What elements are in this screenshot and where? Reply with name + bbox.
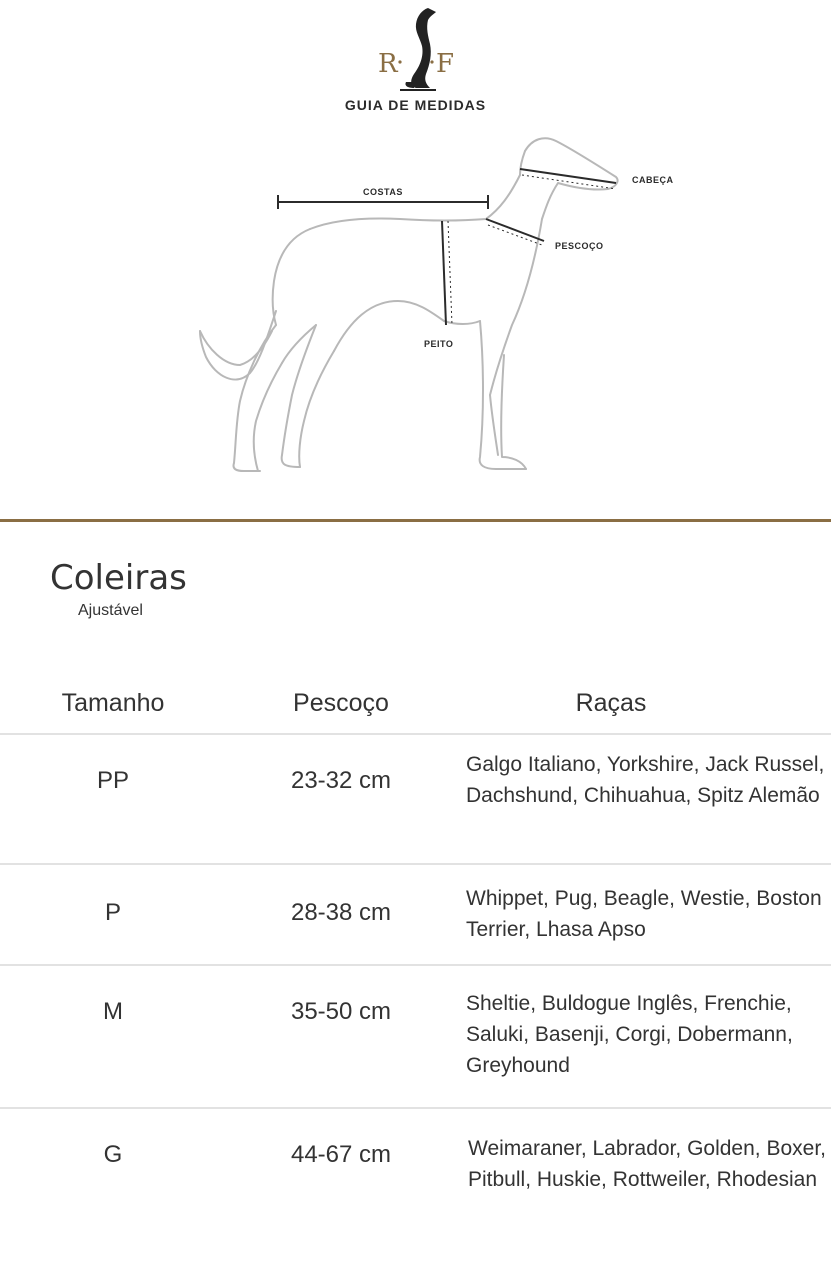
table-header <box>0 685 831 735</box>
greyhound-outline-icon <box>180 125 700 485</box>
label-head: CABEÇA <box>632 175 674 185</box>
row-breeds: Weimaraner, Labrador, Golden, Boxer, Pitbull, Huskie, Rottweiler, Rhodesian <box>468 1137 826 1191</box>
header-breeds: Raças <box>575 689 647 717</box>
dog-measurement-illustration <box>180 125 700 485</box>
table-row <box>0 966 831 1109</box>
svg-text:F: F <box>436 49 455 79</box>
svg-text:R: R <box>378 49 398 79</box>
row-neck: 23-32 cm <box>290 767 392 794</box>
guide-title: GUIA DE MEDIDAS <box>344 97 487 113</box>
row-size: M <box>103 998 123 1025</box>
section-title: Coleiras <box>50 558 187 598</box>
section-subtitle: Ajustável <box>78 602 143 619</box>
row-size: G <box>103 1141 123 1168</box>
brand-logo <box>0 0 831 100</box>
section-divider <box>0 519 831 522</box>
row-neck: 28-38 cm <box>290 899 392 926</box>
table-row <box>0 1109 831 1249</box>
row-breeds: Sheltie, Buldogue Inglês, Frenchie, Saluki, Basenji, Corgi, Dobermann, Greyhound <box>466 992 793 1077</box>
table-row <box>0 865 831 966</box>
label-chest: PEITO <box>424 339 454 349</box>
greyhound-logo-icon <box>370 4 460 96</box>
row-breeds: Whippet, Pug, Beagle, Westie, Boston Terrier, Lhasa Apso <box>466 887 822 941</box>
row-neck: 44-67 cm <box>290 1141 392 1168</box>
header-size: Tamanho <box>61 689 165 717</box>
label-back: COSTAS <box>363 187 403 197</box>
row-breeds: Galgo Italiano, Yorkshire, Jack Russel, Dachshund, Chihuahua, Spitz Alemão <box>466 753 825 807</box>
row-size: PP <box>96 767 129 794</box>
label-neck: PESCOÇO <box>555 241 604 251</box>
table-row <box>0 735 831 865</box>
row-neck: 35-50 cm <box>290 998 392 1025</box>
size-table <box>0 685 831 1249</box>
header-neck: Pescoço <box>293 689 389 717</box>
row-size: P <box>104 899 121 926</box>
